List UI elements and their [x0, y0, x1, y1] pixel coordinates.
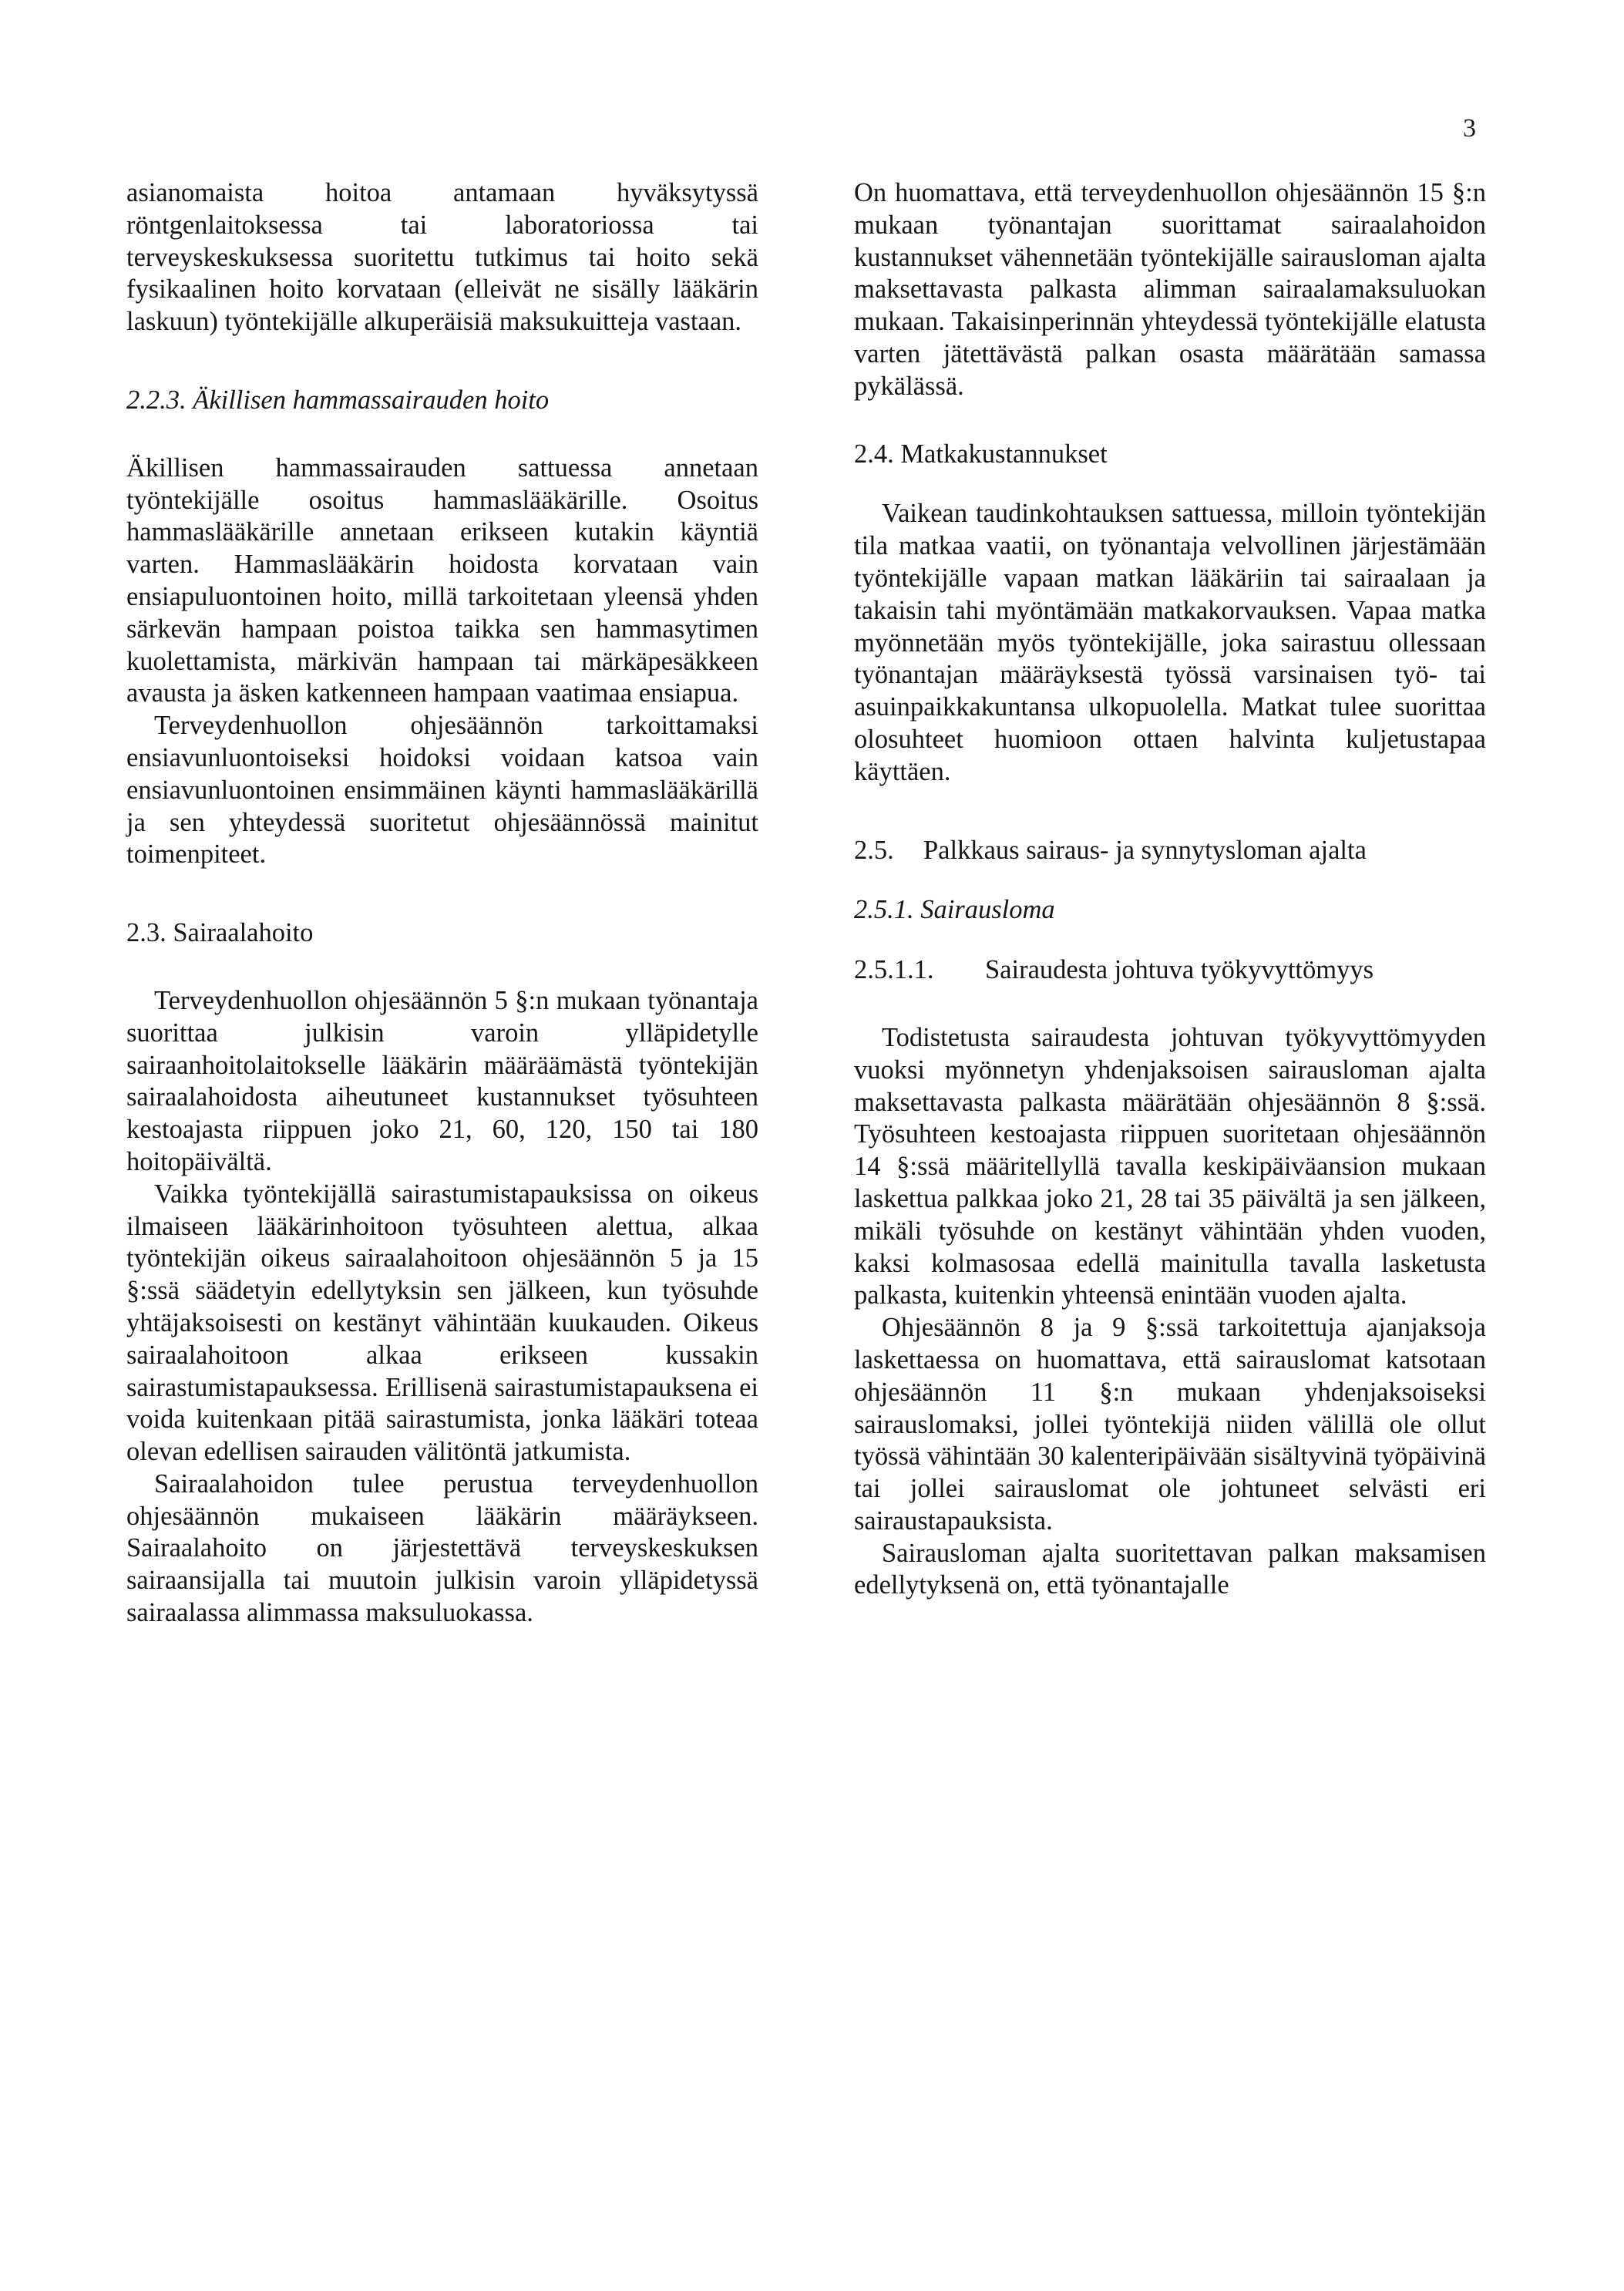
paragraph: Vaikka työntekijällä sairastumistapauksissa on oikeus ilmaiseen lääkärinhoitoon työsuhteen alettua, alkaa työntekijän oikeus sairaalahoitoon ohjesäännön 5 ja 15 §:ssä säädetyin edellytyksin sen jälkeen, kun työsuhde yhtäjaksoisesti on kestänyt vähintään kuukauden. Oikeus sairaalahoitoon alkaa erikseen kussakin sairastumistapauksessa. Erillisenä sairastumistapauksena ei voida kuitenkaan pitää sairastumista, jonka lääkäri toteaa olevan edellisen sairauden välitöntä jatkumista. [126, 1179, 758, 1467]
paragraph: Sairaalahoidon tulee perustua terveydenhuollon ohjesäännön mukaiseen lääkärin määräykseen. Sairaalahoito on järjestettävä terveyskeskuksen sairaansijalla tai muutoin julkisin varoin ylläpidetyssä sairaalassa alimmassa maksuluokassa. [126, 1468, 758, 1628]
paragraph: Terveydenhuollon ohjesäännön tarkoittamaksi ensiavunluontoiseksi hoidoksi voidaan katsoa vain ensiavunluontoinen ensimmäinen käynti hammaslääkärillä ja sen yhteydessä suoritetut ohjesäännössä mainitut toimenpiteet. [126, 711, 758, 870]
paragraph: asianomaista hoitoa antamaan hyväksytyssä röntgenlaitoksessa tai laboratoriossa tai terveyskeskuksessa suoritettu tutkimus tai hoito sekä fysikaalinen hoito korvataan (elleivät ne sisälly lääkärin laskuun) työntekijälle alkuperäisiä maksukuitteja vastaan. [126, 178, 758, 337]
page-number: 3 [1463, 114, 1476, 143]
section-number: 2.5.1.1. [854, 955, 934, 985]
section-title: Palkkaus sairaus- ja synnytysloman ajalta [923, 835, 1367, 865]
section-title: Sairaudesta johtuva työkyvyttömyys [985, 955, 1374, 985]
section-heading-2-2-3: 2.2.3. Äkillisen hammassairauden hoito [126, 385, 550, 415]
paragraph: Todistetusta sairaudesta johtuvan työkyvyttömyyden vuoksi myönnetyn yhdenjaksoisen sairausloman ajalta maksettavasta palkasta määrätään ohjesäännön 8 §:ssä. Työsuhteen kestoajasta riippuen suoritetaan ohjesäännön 14 §:ssä määritellyllä tavalla keskipäiväansion mukaan laskettua palkkaa joko 21, 28 tai 35 päivältä ja sen jälkeen, mikäli työsuhde on kestänyt vähintään yhden vuoden, kaksi kolmasosaa edellä mainitulla tavalla lasketusta palkasta, kuitenkin yhteensä enintään vuoden ajalta. [854, 1022, 1486, 1310]
section-heading-2-3: 2.3. Sairaalahoito [126, 918, 314, 948]
paragraph: Sairausloman ajalta suoritettavan palkan maksamisen edellytyksenä on, että työnantajalle [854, 1538, 1486, 1600]
paragraph: Terveydenhuollon ohjesäännön 5 §:n mukaan työnantaja suorittaa julkisin varoin ylläpidetylle sairaanhoitolaitokselle lääkärin määräämästä työntekijän sairaalahoidosta aiheutuneet kustannukset työsuhteen kestoajasta riippuen joko 21, 60, 120, 150 tai 180 hoitopäivältä. [126, 985, 758, 1176]
right-column [854, 177, 1486, 1602]
section-heading-2-5-1: 2.5.1. Sairausloma [854, 895, 1055, 925]
paragraph: Äkillisen hammassairauden sattuessa annetaan työntekijälle osoitus hammaslääkärille. Osoitus hammaslääkärille annetaan erikseen kutakin käyntiä varten. Hammaslääkärin hoidosta korvataan vain ensiapuluontoinen hoito, millä tarkoitetaan yleensä yhden särkevän hampaan poistoa taikka sen hammasytimen kuolettamista, märkivän hampaan tai märkäpesäkkeen avausta ja äsken katkenneen hampaan vaatimaa ensiapua. [126, 452, 758, 708]
left-column [126, 177, 758, 1630]
section-heading-2-4: 2.4. Matkakustannukset [854, 439, 1108, 469]
section-number: 2.5. [854, 835, 894, 865]
section-heading-2-5 [854, 835, 1486, 867]
paragraph: On huomattava, että terveydenhuollon ohjesäännön 15 §:n mukaan työnantajan suorittamat sairaalahoidon kustannukset vähennetään työntekijälle sairausloman ajalta maksettavasta palkasta alimman sairaalamaksuluokan mukaan. Takaisinperinnän yhteydessä työntekijälle elatusta varten jätettävästä palkan osasta määrätään samassa pykälässä. [854, 178, 1486, 401]
paragraph: Ohjesäännön 8 ja 9 §:ssä tarkoitettuja ajanjaksoja laskettaessa on huomattava, että sairauslomat katsotaan ohjesäännön 11 §:n mukaan yhdenjaksoiseksi sairauslomaksi, jollei työntekijä niiden välillä ole ollut työssä vähintään 30 kalenteripäivään sisältyvinä työpäivinä tai jollei sairauslomat ole johtuneet selvästi eri sairaustapauksista. [854, 1313, 1486, 1536]
section-heading-2-5-1-1 [854, 954, 1486, 987]
paragraph: Vaikean taudinkohtauksen sattuessa, milloin työntekijän tila matkaa vaatii, on työnantaja velvollinen järjestämään työntekijälle vapaan matkan lääkäriin tai sairaalaan ja takaisin tahi myöntämään matkakorvauksen. Vapaa matka myönnetään myös työntekijälle, joka sairastuu ollessaan työnantajan määräyksestä työssä varsinaisen työ- tai asuinpaikkakuntansa ulkopuolella. Matkat tulee suorittaa olosuhteet huomioon ottaen halvinta kuljetustapaa käyttäen. [854, 499, 1486, 786]
